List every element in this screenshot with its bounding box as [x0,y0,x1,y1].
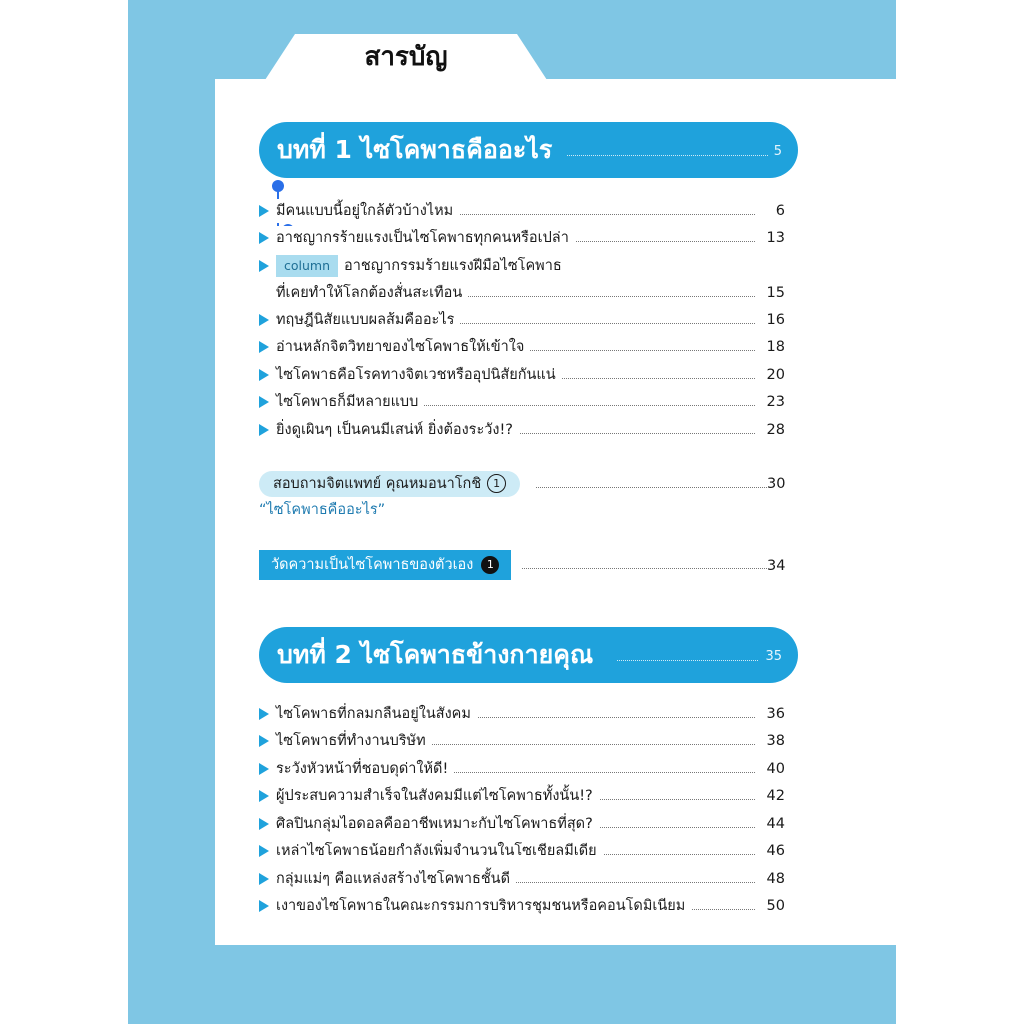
leader-dots [617,660,758,661]
column-badge: column [276,255,338,277]
entry-title: ระวังหัวหน้าที่ชอบดุด่าให้ดี! [276,757,454,781]
entry-title: ศิลปินกลุ่มไอดอลคืออาชีพเหมาะกับไซโคพาธที่สุด? [276,812,599,836]
triangle-bullet-icon [259,424,269,436]
entry-title: ยิ่งดูเผินๆ เป็นคนมีเสน่ห์ ยิ่งต้องระวัง!? [276,418,519,442]
triangle-bullet-icon [259,763,269,775]
chapter-title: บทที่ 2 ไซโคพาธข้างกายคุณ [277,640,594,669]
page-number: 50 [763,894,785,918]
chapter-1-header[interactable] [259,122,798,178]
entry-title: ไซโคพาธคือโรคทางจิตเวชหรืออุปนิสัยกันแน่ [276,363,562,387]
page-number: 23 [763,390,785,414]
toc-entry[interactable] [259,702,785,726]
triangle-bullet-icon [259,314,269,326]
consult-label: สอบถามจิตแพทย์ คุณหมอนาโกชิ [273,476,482,492]
entry-title-line2: ที่เคยทำให้โลกต้องสั่นสะเทือน [276,281,468,305]
entry-title: อ่านหลักจิตวิทยาของไซโคพาธให้เข้าใจ [276,335,530,359]
page-number: 5 [773,144,782,159]
page-number: 48 [763,867,785,891]
entry-title: เงาของไซโคพาธในคณะกรรมการบริหารชุมชนหรือคอนโดมิเนียม [276,894,691,918]
entry-title: ผู้ประสบความสำเร็จในสังคมมีแต่ไซโคพาธทั้งนั้น!? [276,784,599,808]
chapter-2-header[interactable] [259,627,798,683]
page-number: 15 [763,281,785,305]
page-number: 42 [763,784,785,808]
page-number: 18 [763,335,785,359]
page-title: สารบัญ [364,42,448,72]
page-number: 38 [763,729,785,753]
triangle-bullet-icon [259,818,269,830]
triangle-bullet-icon [259,845,269,857]
page-number: 34 [767,558,786,574]
triangle-bullet-icon [259,341,269,353]
triangle-bullet-icon [259,232,269,244]
page-number: 6 [772,199,785,223]
triangle-bullet-icon [259,205,269,217]
page-number: 16 [763,308,785,332]
leader-dots [567,155,768,156]
consult-section-label[interactable] [259,471,520,497]
entry-title-line1: อาชญากรรมร้ายแรงฝีมือไซโคพาธ [344,258,562,274]
triangle-bullet-icon [259,790,269,802]
toc-entry[interactable] [259,418,785,442]
page-number: 20 [763,363,785,387]
chapter-title: บทที่ 1 ไซโคพาธคืออะไร [277,135,553,164]
circled-number-icon: 1 [487,474,506,493]
toc-entry[interactable] [259,390,785,414]
page-number: 36 [763,702,785,726]
filled-number-icon: 1 [481,556,499,574]
toc-entry[interactable] [259,867,785,891]
toc-entry[interactable] [259,335,785,359]
toc-entry-column-continued[interactable] [259,281,785,305]
triangle-bullet-icon [259,735,269,747]
toc-entry[interactable] [259,894,785,918]
leader-dots [522,568,767,569]
page-number: 40 [763,757,785,781]
toc-entry[interactable] [259,308,785,332]
entry-title: ทฤษฎีนิสัยแบบผลส้มคืออะไร [276,308,460,332]
triangle-bullet-icon [259,900,269,912]
toc-entry[interactable] [259,226,785,250]
triangle-bullet-icon [259,260,269,272]
toc-entry[interactable] [259,363,785,387]
entry-title: อาชญากรร้ายแรงเป็นไซโคพาธทุกคนหรือเปล่า [276,226,575,250]
triangle-bullet-icon [259,396,269,408]
self-test-label[interactable] [259,550,511,580]
entry-title: ไซโคพาธก็มีหลายแบบ [276,390,424,414]
toc-entry-column[interactable] [259,254,785,278]
toc-entry[interactable] [259,839,785,863]
toc-entry[interactable] [259,729,785,753]
page-number: 46 [763,839,785,863]
leader-dots [536,487,767,488]
triangle-bullet-icon [259,369,269,381]
page-number: 35 [765,649,782,664]
entry-title: ไซโคพาธที่ทำงานบริษัท [276,729,432,753]
entry-title [276,254,568,278]
page-number: 44 [763,812,785,836]
toc-entry[interactable] [259,757,785,781]
entry-title: มีคนแบบนี้อยู่ใกล้ตัวบ้างไหม [276,199,459,223]
entry-title: ไซโคพาธที่กลมกลืนอยู่ในสังคม [276,702,477,726]
toc-entry[interactable] [259,784,785,808]
entry-title: เหล่าไซโคพาธน้อยกำลังเพิ่มจำนวนในโซเชียลมีเดีย [276,839,603,863]
consult-subtitle: “ไซโคพาธคืออะไร” [259,502,386,518]
toc-entry[interactable] [259,812,785,836]
triangle-bullet-icon [259,873,269,885]
entry-title: กลุ่มแม่ๆ คือแหล่งสร้างไซโคพาธชั้นดี [276,867,516,891]
page-number: 30 [767,476,786,492]
triangle-bullet-icon [259,708,269,720]
toc-entry[interactable] [259,199,785,223]
page-number: 13 [763,226,785,250]
test-label: วัดความเป็นไซโคพาธของตัวเอง [271,557,474,573]
page-number: 28 [763,418,785,442]
